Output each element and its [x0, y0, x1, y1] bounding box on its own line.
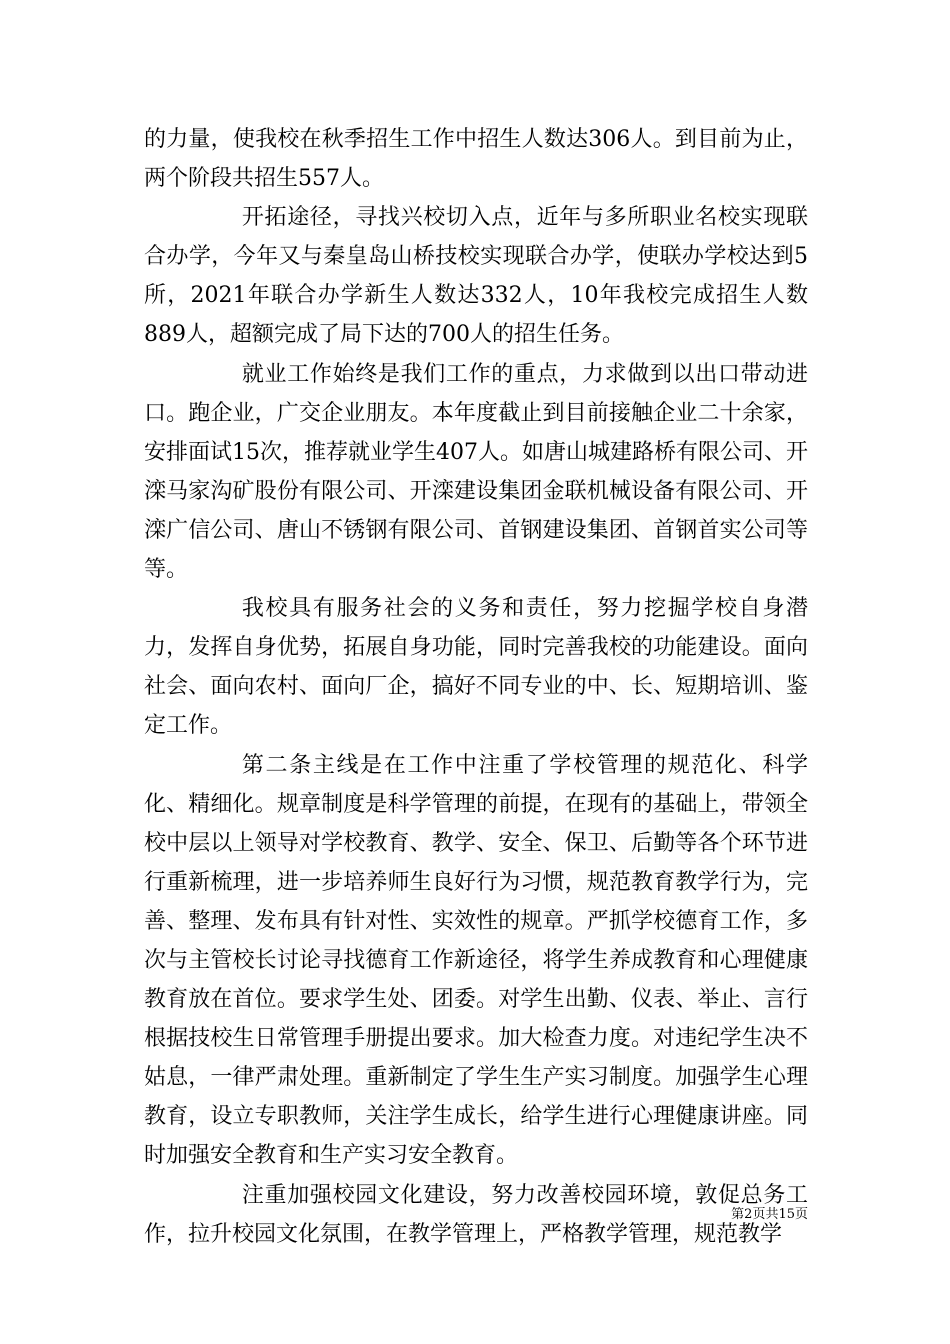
paragraph-6: 注重加强校园文化建设，努力改善校园环境，敦促总务工作，拉升校园文化氛围，在教学管理上，严格教学管理，规范教学 — [144, 1182, 808, 1247]
paragraph-1: 的力量，使我校在秋季招生工作中招生人数达306人。到目前为止，两个阶段共招生557人。 — [144, 127, 808, 192]
paragraph-5: 第二条主线是在工作中注重了学校管理的规范化、科学化、精细化。规章制度是科学管理的前提，在现有的基础上，带领全校中层以上领导对学校教育、教学、安全、保卫、后勤等各个环节进行重新梳理，进一步培养师生良好行为习惯，规范教育教学行为，完善、整理、发布具有针对性、实效性的规章。严抓学校德育工作，多次与主管校长讨论寻找德育工作新途径，将学生养成教育和心理健康教育放在首位。要求学生处、团委。对学生出勤、仪表、举止、言行根据技校生日常管理手册提出要求。加大检查力度。对违纪学生决不姑息，一律严肃处理。重新制定了学生生产实习制度。加强学生心理教育，设立专职教师，关注学生成长，给学生进行心理健康讲座。同时加强安全教育和生产实习安全教育。 — [144, 752, 808, 1169]
body-text — [144, 120, 808, 1254]
paragraph-3: 就业工作始终是我们工作的重点，力求做到以出口带动进口。跑企业，广交企业朋友。本年度截止到目前接触企业二十余家，安排面试15次，推荐就业学生407人。如唐山城建路桥有限公司、开滦马家沟矿股份有限公司、开滦建设集团金联机械设备有限公司、开滦广信公司、唐山不锈钢有限公司、首钢建设集团、首钢首实公司等等。 — [144, 361, 808, 583]
page-number-footer: 第2页共15页 — [731, 1207, 808, 1222]
paragraph-2: 开拓途径，寻找兴校切入点，近年与多所职业名校实现联合办学，今年又与秦皇岛山桥技校实现联合办学，使联办学校达到5所，2021年联合办学新生人数达332人，10年我校完成招生人数889人，超额完成了局下达的700人的招生任务。 — [144, 205, 808, 348]
paragraph-4: 我校具有服务社会的义务和责任，努力挖掘学校自身潜力，发挥自身优势，拓展自身功能，同时完善我校的功能建设。面向社会、面向农村、面向厂企，搞好不同专业的中、长、短期培训、鉴定工作。 — [144, 596, 808, 739]
